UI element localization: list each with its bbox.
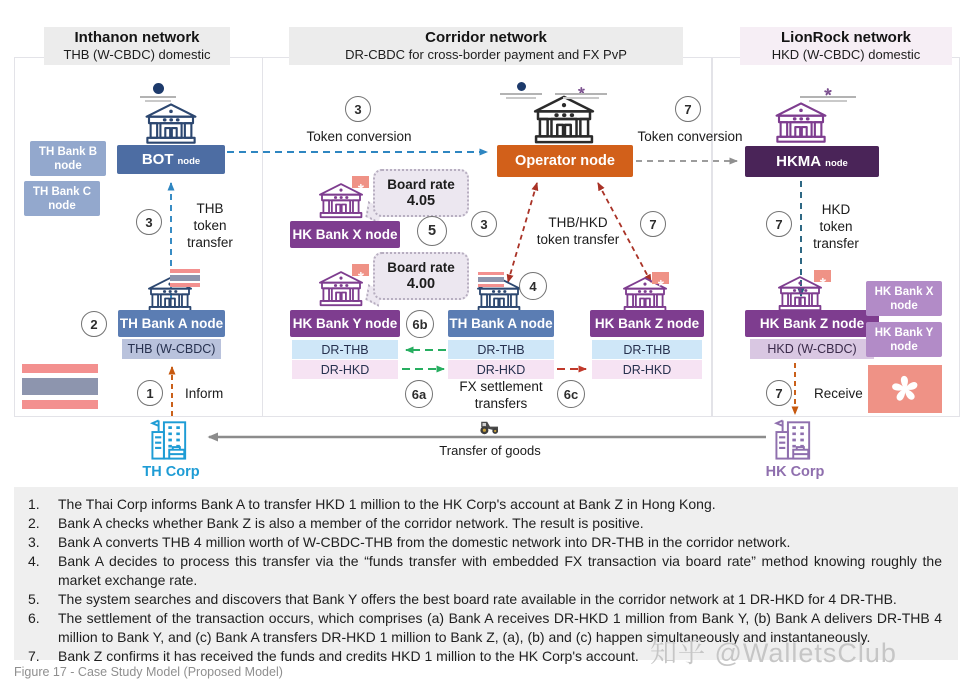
hk-bank-x-side-node	[866, 281, 942, 316]
thb-hkd-token-transfer-label	[517, 214, 639, 248]
corridor-subtitle: DR-CBDC for cross-border payment and FX PvP	[345, 47, 627, 62]
step-7-label: 7	[775, 216, 783, 232]
bot-node	[117, 145, 225, 174]
hk-flag-large	[868, 365, 942, 413]
hkd-token-transfer-l2: token	[819, 219, 853, 234]
hkd-wcbdc-bar: HKD (W-CBDC)	[750, 339, 874, 359]
step-4-circle	[519, 272, 547, 300]
inform-label: Inform	[185, 386, 224, 401]
receive-label: Receive	[814, 386, 863, 401]
dr-hkd-bar-y: DR-HKD	[292, 360, 398, 379]
lionrock-title: LionRock network	[780, 29, 911, 46]
hkd-token-transfer-label	[806, 201, 866, 252]
note-item-5	[28, 590, 944, 609]
step-6b-label: 6b	[412, 316, 428, 332]
fx-l1: FX settlement	[459, 379, 543, 394]
hkma-bank-icon	[772, 101, 830, 145]
figure-caption: Figure 17 - Case Study Model (Proposed Model)	[14, 665, 283, 679]
bauhinia-icon	[357, 266, 365, 274]
th-bank-c-label: TH Bank C	[32, 185, 92, 198]
note-text: Bank A checks whether Bank Z is also a member of the corridor network. The result is positive.	[58, 515, 644, 531]
step-7-label: 7	[684, 101, 692, 117]
hk-flag-mini	[652, 272, 669, 284]
board-rate-label: Board rate	[387, 259, 455, 275]
flag-stripe	[22, 378, 98, 395]
inthanon-header	[44, 27, 230, 65]
dr-thb-bar-z: DR-THB	[592, 340, 702, 359]
hkd-token-transfer-l1: HKD	[821, 202, 851, 217]
th-bank-c-suffix: node	[48, 199, 76, 212]
thb-token-transfer-l2: token	[193, 218, 227, 233]
step-6c-circle	[557, 380, 585, 408]
dr-hkd-bar-z: DR-HKD	[592, 360, 702, 379]
note-number: 5.	[28, 591, 40, 607]
step-1-circle	[137, 380, 163, 406]
hk-flag-mini	[814, 270, 831, 282]
inthanon-title: Inthanon network	[74, 29, 200, 46]
corridor-title: Corridor network	[425, 29, 547, 46]
th-bank-c-node	[24, 181, 100, 216]
board-rate-405-bubble	[373, 169, 469, 217]
step-7-circle-conversion	[675, 96, 701, 122]
transfer-of-goods-label: Transfer of goods	[439, 443, 541, 458]
hk-corp-icon	[772, 417, 818, 463]
note-text: Bank A converts THB 4 million worth of W-CBDC-THB from the domestic network into DR-THB in the corridor network.	[58, 534, 791, 550]
thb-wcbdc-bar: THB (W-CBDC)	[122, 339, 221, 359]
th-bank-a-corridor-node: TH Bank A node	[448, 310, 554, 337]
bot-logo-mark	[153, 83, 164, 94]
dr-thb-bar-y: DR-THB	[292, 340, 398, 359]
step-7-label: 7	[649, 216, 657, 232]
thai-flag-large	[22, 364, 98, 409]
step-7-circle-receive	[766, 380, 792, 406]
th-corp-icon	[148, 417, 194, 463]
hkma-logo-text-line	[563, 97, 599, 99]
hk-bank-x-side-suffix: node	[890, 299, 918, 312]
th-bank-b-label: TH Bank B	[38, 145, 98, 158]
bauhinia-icon	[357, 178, 365, 186]
hkma-logo-text-line	[809, 100, 847, 102]
hk-flag-mini	[352, 264, 369, 276]
note-number: 6.	[28, 610, 40, 626]
step-5-circle	[417, 216, 447, 246]
bot-logo	[140, 83, 176, 102]
note-number: 3.	[28, 534, 40, 550]
hkma-logo-corridor	[555, 82, 607, 99]
note-item-3	[28, 533, 944, 552]
step-1-label: 1	[146, 385, 154, 401]
fx-l2: transfers	[474, 396, 528, 411]
board-rate-400-bubble	[373, 252, 469, 300]
thb-token-transfer-l1: THB	[196, 201, 224, 216]
note-text: The system searches and discovers that Bank Y offers the best board rate available in the corridor network at 1 DR-HKD for 4 DR-THB.	[58, 591, 897, 607]
hkma-logo-text-line	[555, 93, 607, 95]
note-item-2	[28, 514, 944, 533]
hk-bank-y-side-suffix: node	[890, 340, 918, 353]
note-text: Bank Z confirms it has received the funds and credits HKD 1 million to the HK Corp's account.	[58, 648, 639, 664]
note-text: Bank A decides to process this transfer via the “funds transfer with embedded FX transaction via board rate” method knowing roughly the market exchange rate.	[58, 553, 942, 588]
step-3-label: 3	[145, 214, 153, 230]
thb-hkd-l1: THB/HKD	[548, 215, 608, 230]
bot-logo-mark	[517, 82, 526, 91]
step-3-label: 3	[354, 101, 362, 117]
note-item-1	[28, 495, 944, 514]
lionrock-header	[740, 27, 952, 65]
step-3-circle-token	[471, 211, 497, 237]
thb-hkd-l2: token transfer	[536, 232, 620, 247]
hk-bank-y-side-node	[866, 322, 942, 357]
board-rate-405-value: 4.05	[406, 192, 436, 209]
hkma-node-suffix: node	[825, 158, 848, 169]
lionrock-subtitle: HKD (W-CBDC) domestic	[771, 47, 921, 62]
step-6b-circle	[406, 310, 434, 338]
hkma-logo	[800, 84, 856, 102]
hkma-logo-mark	[823, 84, 833, 94]
bot-logo-corridor	[500, 82, 542, 99]
operator-node: Operator node	[497, 145, 633, 177]
step-2-circle	[81, 311, 107, 337]
token-conversion-left-label: Token conversion	[306, 129, 412, 144]
bot-logo-text-line	[145, 100, 171, 102]
th-bank-b-node	[30, 141, 106, 176]
step-6a-label: 6a	[411, 386, 427, 402]
hk-bank-y-node: HK Bank Y node	[290, 310, 400, 337]
hk-bank-z-lionrock-node: HK Bank Z node	[745, 310, 879, 337]
note-number: 2.	[28, 515, 40, 531]
thb-token-transfer-label	[178, 200, 242, 251]
step-7-circle-hkd	[766, 211, 792, 237]
flag-stripe	[478, 284, 504, 287]
bot-logo-text-line	[500, 93, 542, 95]
step-2-label: 2	[90, 316, 98, 332]
fx-settlement-label	[444, 378, 558, 412]
bot-node-suffix: node	[177, 156, 201, 167]
bauhinia-icon	[888, 372, 922, 406]
hk-bank-x-side-label: HK Bank X	[874, 285, 934, 298]
hkma-node	[745, 146, 879, 177]
flag-stripe	[170, 283, 200, 287]
bot-logo-text-line	[140, 96, 176, 98]
note-number: 7.	[28, 648, 40, 664]
flag-stripe	[22, 364, 98, 373]
token-conversion-right-label: Token conversion	[637, 129, 743, 144]
hkd-token-transfer-l3: transfer	[813, 236, 859, 251]
step-6a-circle	[405, 380, 433, 408]
inthanon-subtitle: THB (W-CBDC) domestic	[63, 47, 211, 62]
step-4-label: 4	[529, 278, 537, 294]
note-text: The settlement of the transaction occurs, which comprises (a) Bank A receives DR-HKD 1 million from Bank Y, (b) Bank A delivers DR-THB 4 million to Bank Y, and (c) Bank A transfers DR-HKD 1 million to Bank Z, (a), (b) and (c) happen simultaneously and instantaneously.	[58, 610, 942, 645]
th-corp-label: TH Corp	[142, 464, 200, 480]
hk-bank-y-side-label: HK Bank Y	[874, 326, 934, 339]
th-bank-a-node: TH Bank A node	[118, 310, 225, 337]
hkma-node-label: HKMA	[776, 153, 822, 170]
step-3-circle	[136, 209, 162, 235]
thb-token-transfer-l3: transfer	[187, 235, 233, 250]
note-number: 4.	[28, 553, 40, 569]
thai-flag-small	[170, 269, 200, 287]
note-number: 1.	[28, 496, 40, 512]
tractor-icon	[478, 419, 502, 435]
bauhinia-icon	[819, 272, 827, 280]
step-3-label: 3	[480, 216, 488, 232]
board-rate-400-value: 4.00	[406, 275, 436, 292]
hk-corp-label: HK Corp	[765, 464, 825, 480]
corridor-header	[289, 27, 683, 65]
note-text: The Thai Corp informs Bank A to transfer HKD 1 million to the HK Corp's account at Bank Z in Hong Kong.	[58, 496, 716, 512]
hkma-logo-text-line	[800, 96, 856, 98]
step-5-label: 5	[427, 223, 437, 239]
board-rate-label: Board rate	[387, 176, 455, 192]
operator-bank-icon	[527, 94, 601, 146]
step-7-label: 7	[775, 385, 783, 401]
dr-thb-bar-a: DR-THB	[448, 340, 554, 359]
step-7-circle-token	[640, 211, 666, 237]
hkma-logo-mark	[577, 82, 586, 91]
hk-flag-mini	[352, 176, 369, 188]
bauhinia-icon	[657, 274, 665, 282]
watermark: 知乎 @WalletsClub	[650, 638, 897, 668]
step-3-circle-conversion	[345, 96, 371, 122]
dr-hkd-bar-a: DR-HKD	[448, 360, 554, 379]
th-bank-b-suffix: node	[54, 159, 82, 172]
thai-flag-mini	[478, 272, 504, 287]
flag-stripe	[22, 400, 98, 409]
note-item-4	[28, 552, 944, 590]
step-6c-label: 6c	[563, 386, 579, 402]
bot-logo-text-line	[506, 97, 536, 99]
bot-node-label: BOT	[141, 151, 174, 168]
hk-bank-x-node: HK Bank X node	[290, 221, 400, 248]
hk-bank-z-corridor-node: HK Bank Z node	[590, 310, 704, 337]
bot-bank-icon	[141, 102, 201, 146]
